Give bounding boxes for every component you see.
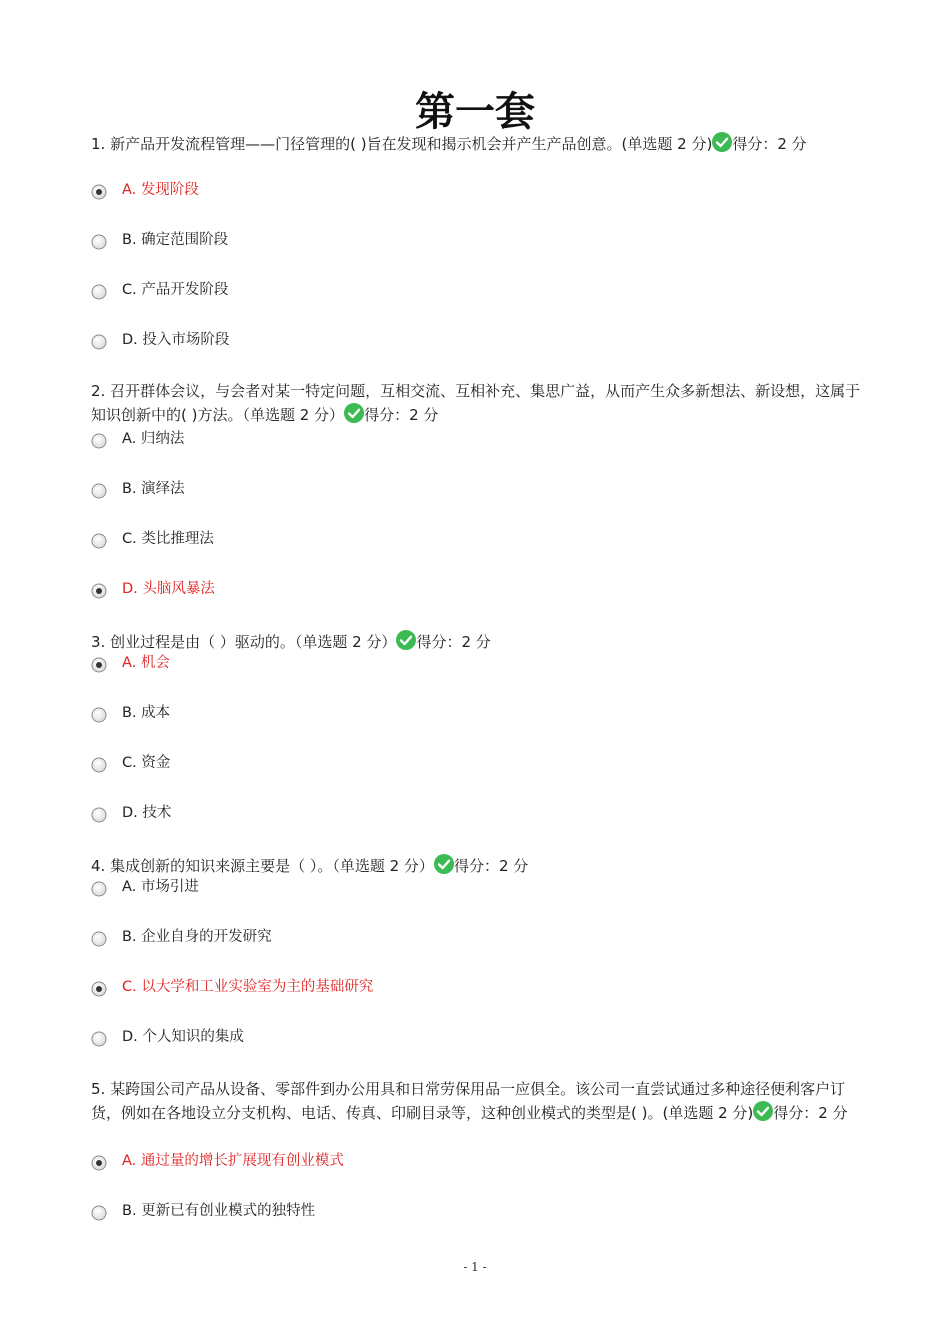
option-label: A. 机会 xyxy=(122,655,170,671)
radio-icon[interactable] xyxy=(91,1031,107,1047)
radio-icon[interactable] xyxy=(91,757,107,773)
radio-icon[interactable] xyxy=(91,931,107,947)
radio-icon[interactable] xyxy=(91,483,107,499)
option-label: C. 类比推理法 xyxy=(122,531,214,547)
radio-icon[interactable] xyxy=(91,334,107,350)
radio-selected-icon[interactable] xyxy=(91,657,107,673)
question-score: 得分：2 分 xyxy=(453,857,529,875)
option-label: D. 技术 xyxy=(122,805,172,821)
radio-icon[interactable] xyxy=(91,707,107,723)
page-number: - 1 - xyxy=(463,1260,487,1274)
radio-icon[interactable] xyxy=(91,807,107,823)
option-label: C. 资金 xyxy=(122,755,171,771)
check-icon xyxy=(396,630,416,650)
option-label: B. 更新已有创业模式的独特性 xyxy=(122,1203,316,1219)
check-icon xyxy=(344,403,364,423)
option-label: A. 发现阶段 xyxy=(122,182,199,198)
question-score: 得分：2 分 xyxy=(732,135,807,153)
question-text: 5. 某跨国公司产品从设备、零部件到办公用具和日常劳保用品一应俱全。该公司一直尝试通过多种途径便利客户订货，例如在各地设立分支机构、电话、传真、印刷目录等，这种创业模式的类型是( )。(单选题 2 分) xyxy=(91,1080,846,1122)
radio-icon[interactable] xyxy=(91,533,107,549)
question-4 xyxy=(91,854,863,878)
option-label: C. 以大学和工业实验室为主的基础研究 xyxy=(122,979,374,995)
question-2 xyxy=(91,380,863,427)
radio-icon[interactable] xyxy=(91,1205,107,1221)
radio-icon[interactable] xyxy=(91,284,107,300)
radio-selected-icon[interactable] xyxy=(91,583,107,599)
option-label: C. 产品开发阶段 xyxy=(122,282,229,298)
check-icon xyxy=(753,1101,773,1121)
radio-selected-icon[interactable] xyxy=(91,184,107,200)
question-5 xyxy=(91,1078,863,1125)
option-label: A. 归纳法 xyxy=(122,431,185,447)
question-score: 得分：2 分 xyxy=(364,406,439,424)
check-icon xyxy=(434,854,454,874)
radio-icon[interactable] xyxy=(91,881,107,897)
question-1 xyxy=(91,132,863,156)
option-label: D. 个人知识的集成 xyxy=(122,1029,244,1045)
check-icon xyxy=(712,132,732,152)
option-label: D. 投入市场阶段 xyxy=(122,332,230,348)
question-text: 3. 创业过程是由（ ）驱动的。（单选题 2 分） xyxy=(91,633,397,651)
option-label: D. 头脑风暴法 xyxy=(122,581,215,597)
question-score: 得分：2 分 xyxy=(773,1104,848,1122)
question-3 xyxy=(91,630,863,654)
option-label: A. 市场引进 xyxy=(122,879,199,895)
option-label: B. 企业自身的开发研究 xyxy=(122,929,272,945)
option-label: B. 成本 xyxy=(122,705,171,721)
radio-icon[interactable] xyxy=(91,433,107,449)
question-text: 1. 新产品开发流程管理——门径管理的( )旨在发现和揭示机会并产生产品创意。(单选题 2 分) xyxy=(91,135,713,153)
question-score: 得分：2 分 xyxy=(416,633,491,651)
option-label: B. 演绎法 xyxy=(122,481,185,497)
radio-icon[interactable] xyxy=(91,234,107,250)
radio-selected-icon[interactable] xyxy=(91,981,107,997)
page-title: 第一套 xyxy=(415,88,535,135)
question-text: 4. 集成创新的知识来源主要是（ ）。（单选题 2 分） xyxy=(91,857,434,875)
option-label: B. 确定范围阶段 xyxy=(122,232,229,248)
option-label: A. 通过量的增长扩展现有创业模式 xyxy=(122,1153,344,1169)
question-text: 2. 召开群体会议，与会者对某一特定问题，互相交流、互相补充、集思广益，从而产生众多新想法、新设想，这属于知识创新中的( )方法。（单选题 2 分） xyxy=(91,382,861,424)
radio-selected-icon[interactable] xyxy=(91,1155,107,1171)
